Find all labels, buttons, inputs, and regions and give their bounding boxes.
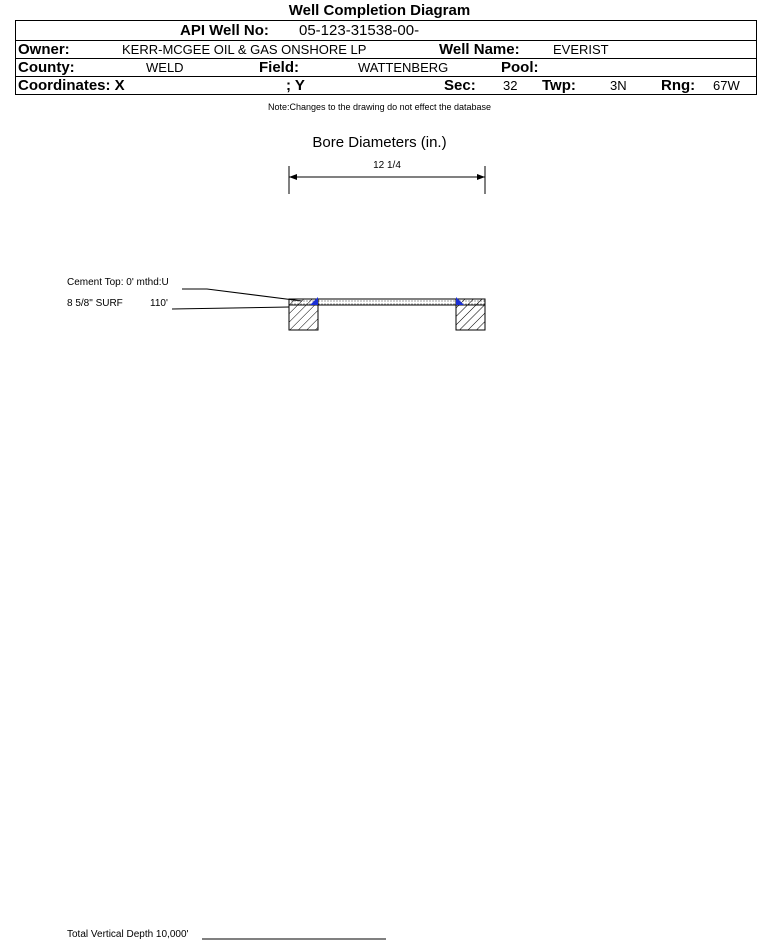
county-value: WELD xyxy=(146,60,184,75)
diagram-title: Well Completion Diagram xyxy=(288,2,471,19)
sec-label: Sec: xyxy=(444,77,476,94)
sec-value: 32 xyxy=(503,78,518,93)
rng-label: Rng: xyxy=(661,77,696,94)
cement-top-annotation: Cement Top: 0' mthd:U xyxy=(67,277,169,288)
coordinates-y-label: ; Y xyxy=(286,77,305,94)
bore-wall-right xyxy=(456,305,485,330)
api-label: API Well No: xyxy=(180,22,269,39)
total-vertical-depth: Total Vertical Depth 10,000' xyxy=(67,929,189,940)
owner-label: Owner: xyxy=(18,41,70,58)
bore-wall-left xyxy=(289,305,318,330)
twp-label: Twp: xyxy=(542,77,576,94)
field-value: WATTENBERG xyxy=(358,60,449,75)
casing-leader xyxy=(172,307,289,309)
owner-value: KERR-MCGEE OIL & GAS ONSHORE LP xyxy=(122,42,367,57)
casing-name-annotation: 8 5/8" SURF xyxy=(67,298,123,309)
bore-dimension-line xyxy=(289,166,485,194)
twp-value: 3N xyxy=(610,78,627,93)
coordinates-x-label: Coordinates: X xyxy=(18,77,125,94)
well-name-value: EVERIST xyxy=(553,42,609,57)
casing-depth-annotation: 110' xyxy=(150,298,168,309)
rng-value: 67W xyxy=(713,78,740,93)
pool-label: Pool: xyxy=(501,59,539,76)
bore-diameters-title: Bore Diameters (in.) xyxy=(312,134,447,151)
bore-dimension-label: 12 1/4 xyxy=(373,160,401,171)
cement-top-leader xyxy=(182,289,302,301)
field-label: Field: xyxy=(259,59,299,76)
api-value: 05-123-31538-00- xyxy=(299,22,420,39)
database-note: Note:Changes to the drawing do not effect the database xyxy=(268,102,491,112)
county-label: County: xyxy=(18,59,75,76)
well-name-label: Well Name: xyxy=(439,41,520,58)
